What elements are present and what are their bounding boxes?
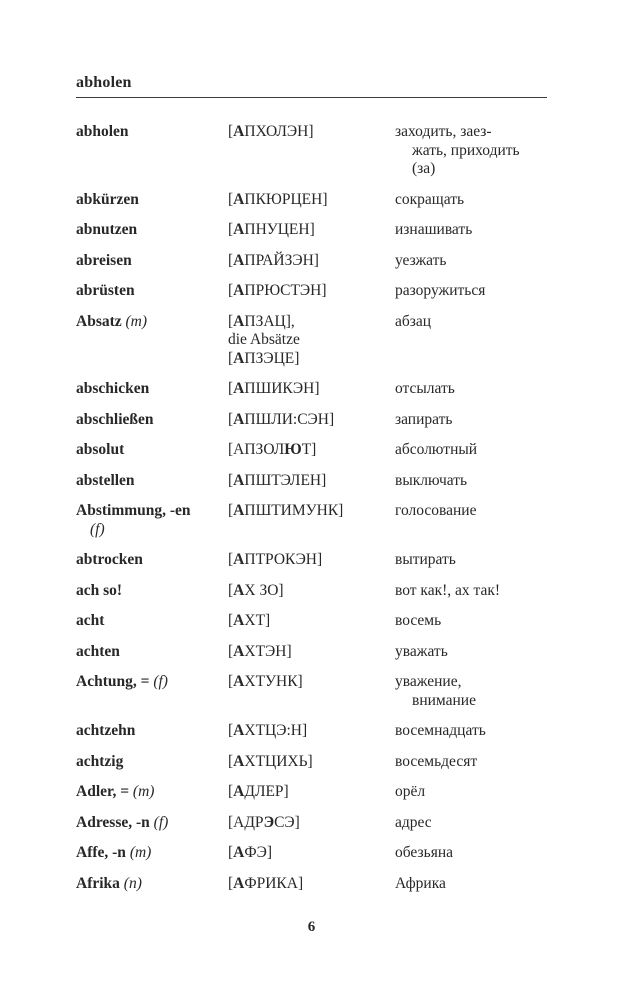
- transcription: [228, 875, 395, 894]
- transcription-line: [228, 411, 389, 430]
- translation: [395, 643, 558, 662]
- translation: [395, 191, 558, 210]
- translation-line: заходить, заез-: [395, 123, 492, 140]
- transcription-text: ХТУНК]: [244, 673, 303, 690]
- dictionary-entry: [76, 673, 558, 710]
- translation-line: уважать: [395, 642, 448, 660]
- german-word: [76, 844, 228, 863]
- running-header-word: abholen: [76, 74, 132, 91]
- transcription-text: [: [228, 282, 234, 299]
- transcription: [228, 472, 395, 491]
- transcription: [228, 411, 395, 430]
- stressed-vowel: А: [233, 642, 245, 660]
- transcription: [228, 551, 395, 570]
- transcription-text: ПЗАЦ],: [244, 312, 295, 330]
- translation-line: разоружиться: [395, 282, 486, 299]
- stressed-vowel: А: [233, 722, 245, 739]
- entries-list: [76, 123, 558, 905]
- dictionary-entry: [76, 643, 558, 662]
- german-word-text: abrüsten: [76, 282, 135, 299]
- dictionary-entry: [76, 753, 558, 772]
- transcription: [228, 441, 395, 460]
- german-word-text: abnutzen: [76, 221, 138, 238]
- gender-annotation: (m): [129, 783, 155, 800]
- transcription-text: ПШИКЭН]: [244, 380, 320, 397]
- transcription-text: ХТ]: [244, 612, 271, 629]
- transcription-text: [АПЗОЛ: [228, 441, 285, 458]
- transcription-text: [: [228, 783, 234, 800]
- dictionary-entry: [76, 551, 558, 570]
- transcription: [228, 123, 395, 142]
- transcription: [228, 582, 395, 601]
- translation: [395, 753, 558, 772]
- dictionary-entry: [76, 221, 558, 240]
- transcription-text: ДЛЕР]: [244, 783, 289, 800]
- transcription: [228, 380, 395, 399]
- gender-annotation: (f): [149, 673, 168, 690]
- german-word: [76, 643, 228, 662]
- german-word: [76, 252, 228, 271]
- translation: [395, 502, 558, 521]
- stressed-vowel: А: [233, 251, 245, 269]
- translation-line: отсылать: [395, 380, 455, 397]
- german-word-text: Afrika: [76, 874, 120, 892]
- transcription: [228, 814, 395, 833]
- dictionary-entry: [76, 123, 558, 179]
- dictionary-entry: [76, 875, 558, 894]
- dictionary-entry: [76, 411, 558, 430]
- transcription-line: [228, 331, 389, 350]
- transcription-text: die Absätze: [228, 331, 300, 348]
- translation: [395, 875, 558, 894]
- transcription: [228, 643, 395, 662]
- transcription-line: [228, 551, 389, 570]
- translation-line: восемнадцать: [395, 722, 486, 739]
- german-word-text: achtzehn: [76, 722, 136, 739]
- german-word: [76, 411, 228, 430]
- translation: [395, 252, 558, 271]
- transcription-text: Х ЗО]: [244, 581, 284, 599]
- translation-line: вытирать: [395, 551, 456, 568]
- transcription-text: ПКЮРЦЕН]: [244, 190, 328, 208]
- gender-annotation: (m): [121, 312, 148, 330]
- translation: [395, 582, 558, 601]
- german-word-text: Adresse, -n: [76, 813, 150, 831]
- transcription-text: ПШЛИ:СЭН]: [244, 410, 335, 428]
- transcription-text: [: [228, 673, 234, 690]
- transcription-line: [228, 502, 389, 521]
- translation: [395, 844, 558, 863]
- german-word-text: achtzig: [76, 752, 124, 770]
- german-word: [76, 753, 228, 772]
- german-word-text: abschließen: [76, 410, 154, 428]
- german-word: [76, 441, 228, 460]
- gender-annotation: (f): [149, 813, 169, 831]
- transcription-line: [228, 722, 389, 741]
- transcription-line: [228, 844, 389, 863]
- gender-annotation: (m): [125, 844, 152, 861]
- running-header: [76, 73, 547, 98]
- german-word: [76, 502, 228, 539]
- german-word: [76, 673, 228, 692]
- dictionary-entry: [76, 282, 558, 301]
- transcription: [228, 844, 395, 863]
- transcription-text: ПЗЭЦЕ]: [244, 349, 300, 367]
- gender-annotation: (f): [90, 520, 105, 538]
- german-word: [76, 814, 228, 833]
- transcription-line: [228, 221, 389, 240]
- translation: [395, 814, 558, 833]
- stressed-vowel: А: [233, 190, 245, 208]
- dictionary-entry: [76, 722, 558, 741]
- transcription-text: ПТРОКЭН]: [244, 551, 323, 568]
- translation-line: запирать: [395, 410, 453, 428]
- stressed-vowel: А: [233, 752, 245, 770]
- translation-line: адрес: [395, 813, 432, 831]
- transcription-text: ПШТЭЛЕН]: [244, 471, 327, 489]
- dictionary-entry: [76, 252, 558, 271]
- german-word: [76, 551, 228, 570]
- german-word-text: abkürzen: [76, 190, 139, 208]
- stressed-vowel: А: [233, 581, 245, 599]
- german-word-text: Absatz: [76, 312, 122, 330]
- stressed-vowel: Ю: [284, 441, 302, 458]
- german-word-text: Abstimmung, -en: [76, 502, 191, 519]
- german-word: [76, 123, 228, 142]
- transcription-text: ФРИКА]: [244, 874, 304, 892]
- transcription-text: [: [228, 752, 234, 770]
- german-word-text: achten: [76, 642, 120, 660]
- transcription-line: [228, 313, 389, 332]
- transcription-text: [: [228, 722, 234, 739]
- transcription-line: [228, 643, 389, 662]
- dictionary-entry: [76, 814, 558, 833]
- german-word: [76, 380, 228, 399]
- stressed-vowel: А: [233, 380, 245, 397]
- stressed-vowel: А: [233, 874, 245, 892]
- transcription-text: [: [228, 612, 234, 629]
- transcription-text: ПРЮСТЭН]: [244, 282, 327, 299]
- stressed-vowel: А: [233, 844, 245, 861]
- translation: [395, 380, 558, 399]
- translation: [395, 783, 558, 802]
- transcription-line: [228, 350, 389, 369]
- stressed-vowel: А: [233, 783, 245, 800]
- transcription-text: [АДР: [228, 813, 264, 831]
- translation: [395, 673, 558, 710]
- transcription-line: [228, 814, 389, 833]
- translation-line: изнашивать: [395, 221, 473, 238]
- translation: [395, 123, 558, 179]
- translation-line: восемьдесят: [395, 752, 478, 770]
- translation-line: внимание: [412, 691, 476, 709]
- stressed-vowel: Э: [263, 813, 275, 831]
- transcription-text: ПРАЙЗЭН]: [244, 251, 319, 269]
- transcription: [228, 221, 395, 240]
- dictionary-entry: [76, 783, 558, 802]
- translation-line: сокращать: [395, 190, 465, 208]
- transcription-line: [228, 191, 389, 210]
- transcription-text: [: [228, 551, 234, 568]
- transcription-text: ФЭ]: [244, 844, 273, 861]
- stressed-vowel: А: [233, 221, 245, 238]
- page-number: 6: [307, 919, 316, 935]
- german-word-text: abschicken: [76, 380, 150, 397]
- transcription-text: [: [228, 380, 234, 397]
- translation: [395, 612, 558, 631]
- transcription: [228, 252, 395, 271]
- transcription-text: [: [228, 581, 234, 599]
- translation-line: абсолютный: [395, 441, 478, 458]
- translation: [395, 221, 558, 240]
- dictionary-entry: [76, 313, 558, 369]
- stressed-vowel: А: [233, 312, 245, 330]
- german-word-text: abtrocken: [76, 551, 143, 568]
- translation: [395, 551, 558, 570]
- transcription-text: [: [228, 190, 234, 208]
- german-word: [76, 612, 228, 631]
- transcription-line: [228, 252, 389, 271]
- german-word: [76, 875, 228, 894]
- translation: [395, 313, 558, 332]
- transcription-line: [228, 673, 389, 692]
- dictionary-entry: [76, 441, 558, 460]
- transcription: [228, 612, 395, 631]
- transcription-text: ХТЦЭ:Н]: [244, 722, 308, 739]
- transcription-text: [: [228, 221, 234, 238]
- transcription-line: [228, 875, 389, 894]
- translation-line: голосование: [395, 502, 477, 519]
- transcription-text: [: [228, 312, 234, 330]
- translation-line: уезжать: [395, 251, 447, 269]
- transcription-text: [: [228, 844, 234, 861]
- translation-line: жать, приходить: [412, 141, 520, 159]
- transcription-text: ПНУЦЕН]: [244, 221, 315, 238]
- dictionary-entry: [76, 582, 558, 601]
- dictionary-entry: [76, 191, 558, 210]
- dictionary-entry: [76, 612, 558, 631]
- transcription-line: [228, 282, 389, 301]
- stressed-vowel: А: [233, 349, 245, 367]
- transcription-text: ХТЦИХЬ]: [244, 752, 313, 770]
- german-word: [76, 783, 228, 802]
- transcription-text: [: [228, 123, 234, 140]
- german-word: [76, 191, 228, 210]
- german-word: [76, 313, 228, 332]
- transcription: [228, 282, 395, 301]
- translation-line: Африка: [395, 874, 446, 892]
- stressed-vowel: А: [233, 673, 245, 690]
- transcription-text: [: [228, 471, 234, 489]
- transcription: [228, 191, 395, 210]
- german-word: [76, 282, 228, 301]
- german-word-text: Achtung, =: [76, 673, 150, 690]
- dictionary-entry: [76, 472, 558, 491]
- transcription-text: [: [228, 410, 234, 428]
- transcription: [228, 753, 395, 772]
- german-word-text: Affe, -n: [76, 844, 126, 861]
- transcription: [228, 502, 395, 521]
- gender-annotation-line: [76, 521, 222, 540]
- german-word: [76, 582, 228, 601]
- dictionary-entry: [76, 380, 558, 399]
- translation: [395, 282, 558, 301]
- transcription-text: [: [228, 874, 234, 892]
- dictionary-entry: [76, 844, 558, 863]
- transcription-line: [228, 753, 389, 772]
- german-word: [76, 472, 228, 491]
- german-word-text: Adler, =: [76, 783, 130, 800]
- translation-line: обезьяна: [395, 844, 453, 861]
- german-word: [76, 722, 228, 741]
- translation-line: абзац: [395, 312, 432, 330]
- stressed-vowel: А: [233, 502, 245, 519]
- stressed-vowel: А: [233, 410, 245, 428]
- transcription-text: ХТЭН]: [244, 642, 292, 660]
- transcription-line: [228, 123, 389, 142]
- translation-line: вот как!, ах так!: [395, 581, 501, 599]
- dictionary-entry: [76, 502, 558, 539]
- transcription-line: [228, 472, 389, 491]
- german-word-text: acht: [76, 612, 105, 629]
- german-word-text: ach so!: [76, 581, 123, 599]
- gender-annotation: (n): [119, 874, 142, 892]
- stressed-vowel: А: [233, 123, 245, 140]
- translation: [395, 722, 558, 741]
- transcription-text: ПШТИМУНК]: [244, 502, 344, 519]
- transcription-text: Т]: [301, 441, 317, 458]
- stressed-vowel: А: [233, 551, 245, 568]
- transcription: [228, 313, 395, 369]
- translation-line: орёл: [395, 783, 426, 800]
- stressed-vowel: А: [233, 612, 245, 629]
- translation: [395, 472, 558, 491]
- transcription-text: СЭ]: [274, 813, 300, 831]
- transcription-text: ПХОЛЭН]: [244, 123, 314, 140]
- german-word-text: abholen: [76, 123, 129, 140]
- transcription-line: [228, 441, 389, 460]
- translation-line: уважение,: [395, 673, 462, 690]
- translation-line: восемь: [395, 612, 442, 629]
- transcription: [228, 673, 395, 692]
- german-word-text: abstellen: [76, 471, 135, 489]
- transcription-line: [228, 380, 389, 399]
- german-word-text: absolut: [76, 441, 125, 458]
- transcription: [228, 722, 395, 741]
- translation: [395, 411, 558, 430]
- transcription-line: [228, 783, 389, 802]
- translation-line: (за): [412, 160, 436, 177]
- translation-line: выключать: [395, 471, 468, 489]
- transcription: [228, 783, 395, 802]
- transcription-text: [: [228, 349, 234, 367]
- transcription-line: [228, 612, 389, 631]
- stressed-vowel: А: [233, 282, 245, 299]
- transcription-text: [: [228, 502, 234, 519]
- transcription-text: [: [228, 251, 234, 269]
- translation: [395, 441, 558, 460]
- german-word: [76, 221, 228, 240]
- stressed-vowel: А: [233, 471, 245, 489]
- transcription-line: [228, 582, 389, 601]
- transcription-text: [: [228, 642, 234, 660]
- german-word-text: abreisen: [76, 251, 132, 269]
